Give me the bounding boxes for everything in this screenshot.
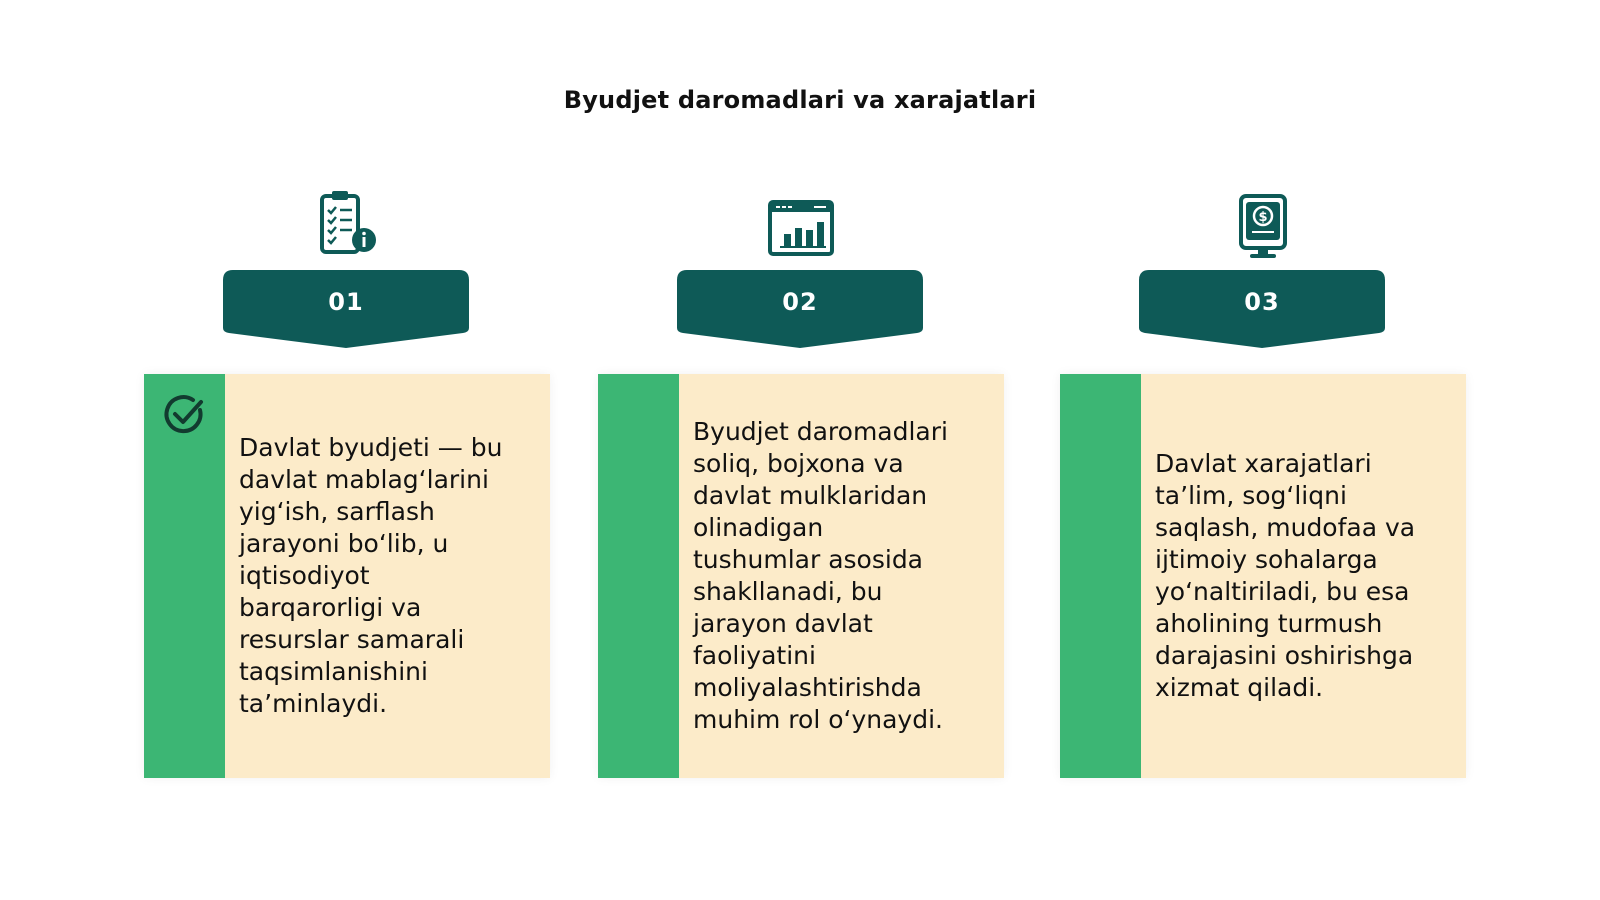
step-number-badge <box>1139 270 1385 348</box>
card-text: Davlat xarajatlari ta’lim, sog‘liqni saqlash, mudofaa va ijtimoiy sohalarga yo‘naltiriladi, bu esa aholining turmush darajasini oshirishga xizmat qiladi. <box>1155 449 1416 702</box>
svg-text:$: $ <box>1258 210 1268 225</box>
page-title: Byudjet daromadlari va xarajatlari <box>563 86 1037 114</box>
step-card <box>598 374 1004 778</box>
card-body <box>693 374 993 778</box>
card-text: Davlat byudjeti — bu davlat mablag‘larini yig‘ish, sarflash jarayoni bo‘lib, u iqtisodiyot barqarorligi va resurslar samarali taqsimlanishini ta’minlaydi. <box>239 433 503 718</box>
step-card <box>144 374 550 778</box>
money-monitor-icon <box>1228 192 1298 262</box>
card-accent-stripe <box>598 374 679 778</box>
step-number-badge <box>677 270 923 348</box>
check-circle-icon <box>162 392 208 438</box>
card-accent-stripe <box>144 374 225 778</box>
clipboard-info-icon <box>312 188 382 258</box>
step-column-1 <box>144 0 550 900</box>
card-body <box>1155 374 1455 778</box>
step-number: 03 <box>1244 288 1280 316</box>
step-column-2 <box>598 0 1004 900</box>
step-number: 01 <box>328 288 364 316</box>
step-column-3 <box>1060 0 1466 900</box>
step-number-badge <box>223 270 469 348</box>
step-card <box>1060 374 1466 778</box>
bar-chart-window-icon <box>766 194 836 264</box>
step-number: 02 <box>782 288 818 316</box>
card-text: Byudjet daromadlari soliq, bojxona va davlat mulklaridan olinadigan tushumlar asosida shakllanadi, bu jarayon davlat faoliyatini moliyalashtirishda muhim rol o‘ynaydi. <box>693 417 948 734</box>
card-accent-stripe <box>1060 374 1141 778</box>
card-body <box>239 374 539 778</box>
